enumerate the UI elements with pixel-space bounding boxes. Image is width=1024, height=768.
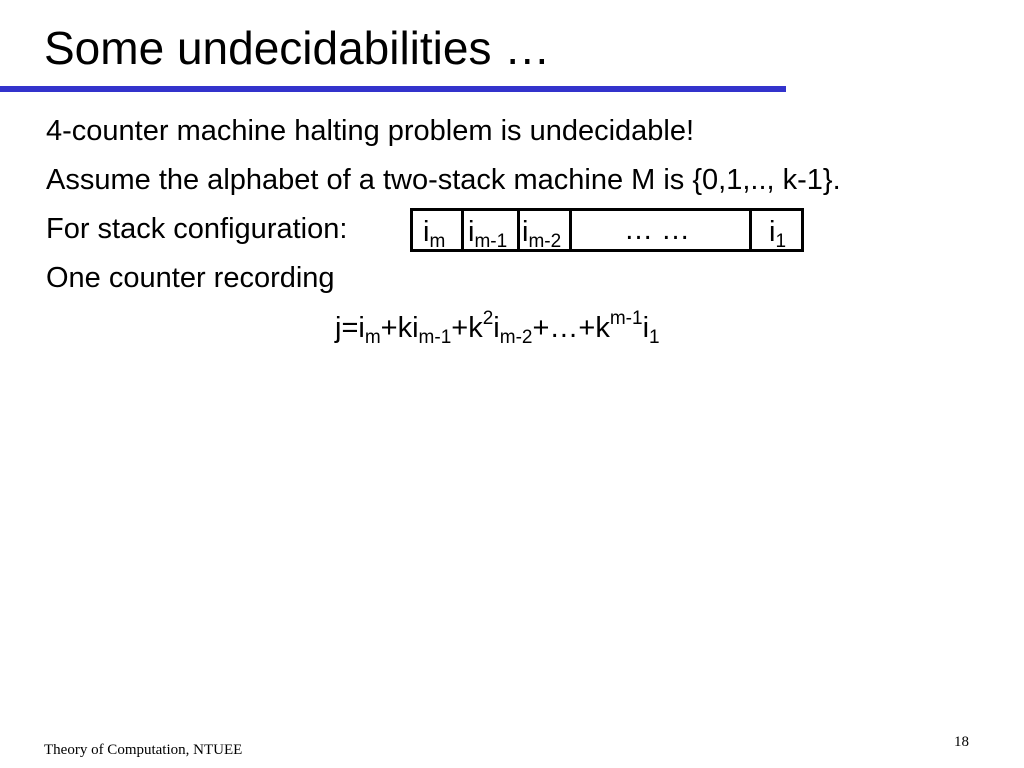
- counter-formula: [335, 310, 660, 346]
- stack-cell-im-1: [461, 208, 523, 252]
- bullet-line-alphabet: Assume the alphabet of a two-stack machine M is {0,1,.., k-1}.: [46, 164, 841, 196]
- formula-subscript: m: [364, 327, 381, 348]
- stack-cell-subscript: m-2: [528, 231, 562, 252]
- stack-cell-i1: [749, 208, 804, 252]
- formula-subscript: m-1: [418, 327, 452, 348]
- formula-superscript: 2: [482, 308, 494, 329]
- bullet-line-counter-machine: 4-counter machine halting problem is undecidable!: [46, 115, 695, 147]
- formula-part: +…+k: [532, 312, 610, 344]
- stack-cell-symbol: i: [468, 216, 475, 248]
- formula-subscript: 1: [649, 327, 660, 348]
- stack-cell-symbol: i: [423, 216, 430, 248]
- formula-part: j=i: [335, 312, 365, 344]
- page-number: 18: [954, 734, 969, 750]
- formula-superscript: m-1: [609, 308, 643, 329]
- title-underline: [0, 86, 786, 92]
- stack-cell-ellipsis: [569, 208, 752, 252]
- footer-course-name: Theory of Computation, NTUEE: [44, 742, 243, 758]
- stack-cell-symbol: i: [522, 216, 529, 248]
- stack-cell-ellipsis-text: … …: [624, 214, 691, 246]
- bullet-line-one-counter: One counter recording: [46, 262, 335, 294]
- stack-cell-subscript: m-1: [474, 231, 508, 252]
- stack-cell-subscript: m: [429, 231, 446, 252]
- bullet-line-stack-configuration: For stack configuration:: [46, 213, 348, 245]
- stack-cell-im: [410, 208, 464, 252]
- stack-cell-subscript: 1: [775, 231, 787, 252]
- formula-subscript: m-2: [499, 327, 533, 348]
- stack-cell-symbol: i: [769, 216, 776, 248]
- stack-cell-im-2: [517, 208, 572, 252]
- formula-part: +k: [451, 312, 483, 344]
- formula-part: +ki: [380, 312, 419, 344]
- formula-part: i: [642, 312, 650, 344]
- formula-part: i: [493, 312, 500, 344]
- slide-title: Some undecidabilities …: [44, 22, 551, 74]
